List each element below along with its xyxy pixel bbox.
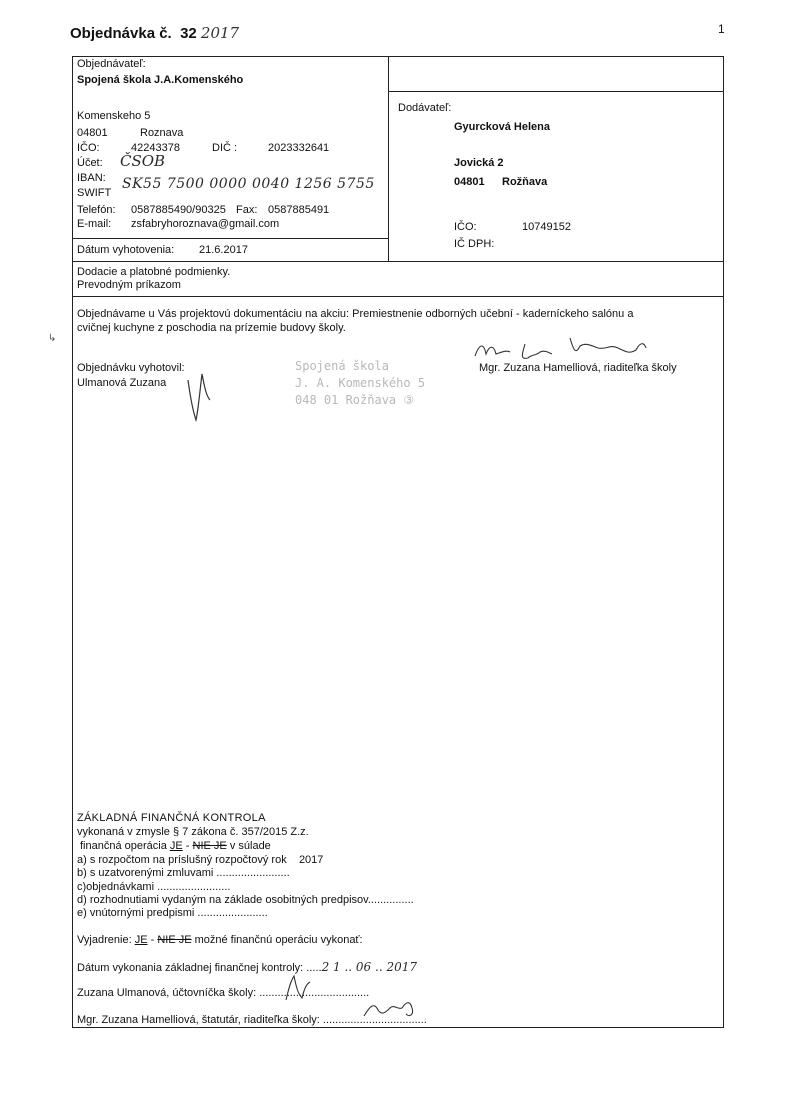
issuer-signature xyxy=(180,360,220,430)
stamp-line1: Spojená škola xyxy=(295,359,389,373)
supplier-label: Dodávateľ: xyxy=(398,102,452,114)
orderer-zip: 04801 xyxy=(77,127,108,139)
control-operation xyxy=(80,840,271,852)
control-item-c: c)objednávkami ........................ xyxy=(77,881,231,893)
issuer-label: Objednávku vyhotovil: xyxy=(77,362,185,374)
control-op-je: JE xyxy=(169,840,183,852)
supplier-street: Jovická 2 xyxy=(454,157,504,169)
control-opinion xyxy=(77,934,363,946)
date-value: 21.6.2017 xyxy=(199,244,248,256)
orderer-label: Objednávateľ: xyxy=(77,58,146,70)
supplier-ico-label: IČO: xyxy=(454,221,477,233)
stamp-mark: ③ xyxy=(403,393,415,407)
control-item-e: e) vnútornými predpismi ....................... xyxy=(77,907,268,919)
director-name: Mgr. Zuzana Hamelliová, riaditeľka školy xyxy=(479,362,677,374)
supplier-name: Gyurcková Helena xyxy=(454,121,550,133)
orderer-phone: 0587885490/90325 xyxy=(131,204,226,216)
margin-mark: ↳ xyxy=(48,333,57,344)
control-op-prefix: finančná operácia xyxy=(80,840,167,852)
control-item-a-year: 2017 xyxy=(298,854,324,866)
control-item-b: b) s uzatvorenými zmluvami ........................ xyxy=(77,867,290,879)
stamp-line3-text: 048 01 Rožňava xyxy=(295,393,397,407)
control-statutory: Mgr. Zuzana Hamelliová, štatutár, riaditeľka školy: .................................. xyxy=(77,1014,427,1026)
stamp-line3 xyxy=(295,392,425,409)
orderer-swift-label: SWIFT xyxy=(77,187,112,199)
orderer-dic-label: DIČ : xyxy=(212,142,238,154)
orderer-iban-handwritten: SK55 7500 0000 0040 1256 5755 xyxy=(122,176,375,192)
control-op-sep: - xyxy=(182,840,193,852)
orderer-ico: 42243378 xyxy=(131,142,180,154)
control-item-d: d) rozhodnutiami vydaným na základe osobitných predpisov............... xyxy=(77,894,414,906)
director-signature xyxy=(470,332,660,364)
orderer-phone-label: Telefón: xyxy=(77,204,116,216)
orderer-email-label: E-mail: xyxy=(77,218,112,230)
delivery-value: Prevodným príkazom xyxy=(77,279,181,291)
control-date xyxy=(77,960,417,974)
order-title xyxy=(70,24,239,42)
section-divider-2 xyxy=(72,296,724,297)
page-number: 1 xyxy=(718,22,725,36)
control-date-label: Dátum vykonania základnej finančnej kontroly: ..... xyxy=(77,962,322,974)
orderer-email: zsfabryhoroznava@gmail.com xyxy=(131,218,280,230)
order-number: 32 xyxy=(180,25,197,42)
orderer-street: Komenskeho 5 xyxy=(77,110,151,122)
control-opinion-prefix: Vyjadrenie: xyxy=(77,934,132,946)
orderer-name: Spojená škola J.A.Komenského xyxy=(77,74,244,86)
control-opinion-je: JE xyxy=(134,934,148,946)
orderer-dic: 2023332641 xyxy=(268,142,330,154)
statutory-signature xyxy=(360,994,420,1024)
control-opinion-sep: - xyxy=(147,934,158,946)
supplier-top-divider xyxy=(388,91,724,92)
order-text-line1: Objednávame u Vás projektovú dokumentáciu na akciu: Premiestnenie odborných učební - kaderníckeho salónu a xyxy=(77,308,634,320)
control-op-nie: NIE JE xyxy=(192,840,227,852)
order-text-line2: cvičnej kuchyne z poschodia na prízemie budovy školy. xyxy=(77,322,346,334)
control-law: vykonaná v zmysle § 7 zákona č. 357/2015 Z.z. xyxy=(77,826,309,838)
date-divider xyxy=(72,238,388,239)
section-divider-1 xyxy=(72,261,724,262)
orderer-ico-label: IČO: xyxy=(77,142,100,154)
column-divider xyxy=(388,56,389,261)
control-op-suffix: v súlade xyxy=(229,840,271,852)
date-label: Dátum vyhotovenia: xyxy=(77,244,175,256)
control-title: ZÁKLADNÁ FINANČNÁ KONTROLA xyxy=(77,812,266,824)
control-opinion-nie: NIE JE xyxy=(157,934,192,946)
control-opinion-suffix: možné finančnú operáciu vykonať: xyxy=(194,934,363,946)
stamp-line2: J. A. Komenského 5 xyxy=(295,376,426,390)
supplier-zip: 04801 xyxy=(454,176,485,188)
accountant-signature xyxy=(280,972,320,1006)
school-stamp xyxy=(295,358,425,409)
control-item-a xyxy=(77,854,323,866)
orderer-city: Roznava xyxy=(140,127,184,139)
supplier-ico: 10749152 xyxy=(522,221,571,233)
delivery-label: Dodacie a platobné podmienky. xyxy=(77,266,231,278)
orderer-fax: 0587885491 xyxy=(268,204,330,216)
supplier-city: Rožňava xyxy=(502,176,548,188)
issuer-name: Ulmanová Zuzana xyxy=(77,377,167,389)
supplier-icdph-label: IČ DPH: xyxy=(454,238,495,250)
control-accountant: Zuzana Ulmanová, účtovníčka školy: .................................... xyxy=(77,987,370,999)
order-title-label: Objednávka č. xyxy=(70,25,172,42)
orderer-fax-label: Fax: xyxy=(236,204,258,216)
control-date-handwritten: 2 1 .. 06 .. 2017 xyxy=(321,960,417,974)
orderer-iban-label: IBAN: xyxy=(77,172,106,184)
order-year-handwritten: 2017 xyxy=(200,24,240,42)
orderer-account-label: Účet: xyxy=(77,157,103,169)
control-item-a-text: a) s rozpočtom na príslušný rozpočtový rok xyxy=(77,854,287,866)
orderer-account-handwritten: ČSOB xyxy=(120,152,166,170)
